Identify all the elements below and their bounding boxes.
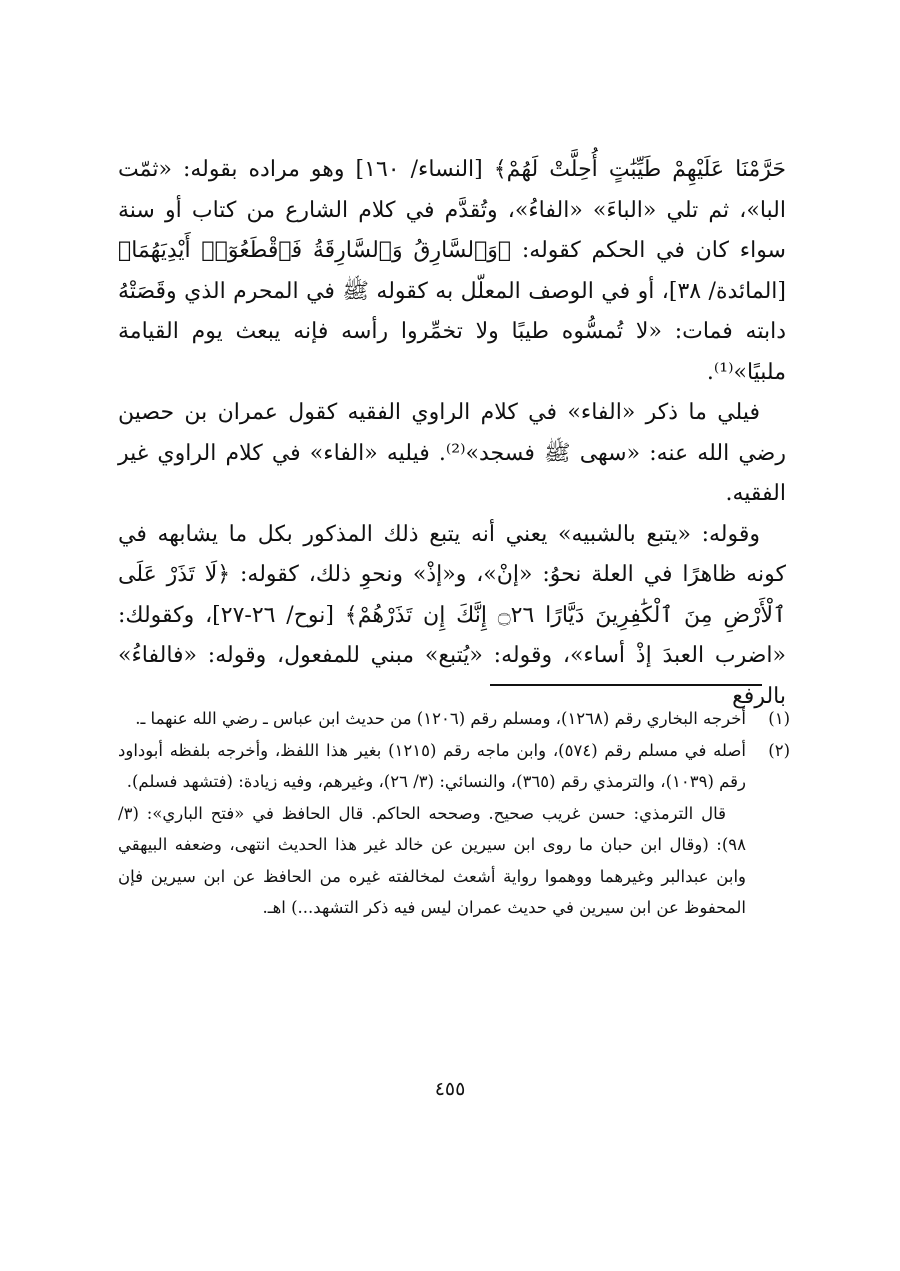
- footnote-number: (١): [768, 709, 790, 728]
- paragraph-2: فيلي ما ذكر «الفاء» في كلام الراوي الفقيه كقول عمران بن حصين رضي الله عنه: «سهى ﷺ فسجد»⁽²⁾. فيليه «الفاء» في كلام الراوي غير الفقيه.: [118, 400, 786, 506]
- page-number: ٤٥٥: [434, 1078, 466, 1100]
- main-text: [118, 150, 786, 717]
- footnote-1: [118, 703, 790, 735]
- footnote-2: [118, 735, 790, 798]
- footnote-2-continuation: قال الترمذي: حسن غريب صحيح. وصححه الحاكم. قال الحافظ في «فتح الباري»: (٣/ ٩٨): (وقال ابن حبان ما روى ابن سيرين عن خالد غير هذا الحديث انتهى، وضعفه البيهقي وابن عبدالبر وغيرهما ووهموا رواية أشعث لمخالفته غيره من الحافظ عن ابن سيرين فإن المحفوظ عن ابن سيرين في حديث عمران ليس فيه ذكر التشهد...) اهـ.: [118, 803, 746, 917]
- footnote-separator: [490, 684, 762, 686]
- footnote-text: أخرجه البخاري رقم (١٢٦٨)، ومسلم رقم (١٢٠٦) من حديث ابن عباس ـ رضي الله عنهما ـ.: [135, 709, 746, 728]
- footnotes: [118, 703, 790, 924]
- paragraph-3: وقوله: «يتبع بالشبيه» يعني أنه يتبع ذلك المذكور بكل ما يشابهه في كونه ظاهرًا في العلة نحوُ: «إنْ»، و«إذْ» ونحوِ ذلك، كقوله: ﴿لَا تَذَرْ عَلَى ٱلْأَرْضِ مِنَ ٱلْكَٰفِرِينَ دَيَّارًا ۝٢٦ إِنَّكَ إِن تَذَرْهُمْ﴾ [نوح/ ٢٦-٢٧]، وكقولك: «اضرب العبدَ إذْ أساء»، وقوله: «يُتبع» مبني للمفعول، وقوله: «فالفاءُ» بالرفع: [118, 521, 786, 709]
- footnote-number: (٢): [768, 740, 790, 760]
- paragraph-1: حَرَّمْنَا عَلَيْهِمْ طَيِّبَٰتٍ أُحِلَّتْ لَهُمْ﴾ [النساء/ ١٦٠] وهو مراده بقوله: «ثمّت البا»، ثم تلي «الباءَ» «الفاءُ»، وتُقدَّم في كلام الشارع من كتاب أو سنة سواء كان في الحكم كقوله: ﴿وَٱلسَّارِقُ وَٱلسَّارِقَةُ فَٱقْطَعُوٓا۟ أَيْدِيَهُمَا﴾ [المائدة/ ٣٨]، أو في الوصف المعلّل به كقوله ﷺ في المحرم الذي وقَصَتْهُ دابته فمات: «لا تُمسُّوه طيبًا ولا تخمِّروا رأسه فإنه يبعث يوم القيامة ملبيًا»⁽¹⁾.: [118, 157, 786, 385]
- footnote-text: أصله في مسلم رقم (٥٧٤)، وابن ماجه رقم (١٢١٥) بغير هذا اللفظ، وأخرجه بلفظه أبوداود رقم (١٠٣٩)، والترمذي رقم (٣٦٥)، والنسائي: (٣/ ٢٦)، وغيرهم، وفيه زيادة: (فتشهد فسلم).: [118, 740, 746, 791]
